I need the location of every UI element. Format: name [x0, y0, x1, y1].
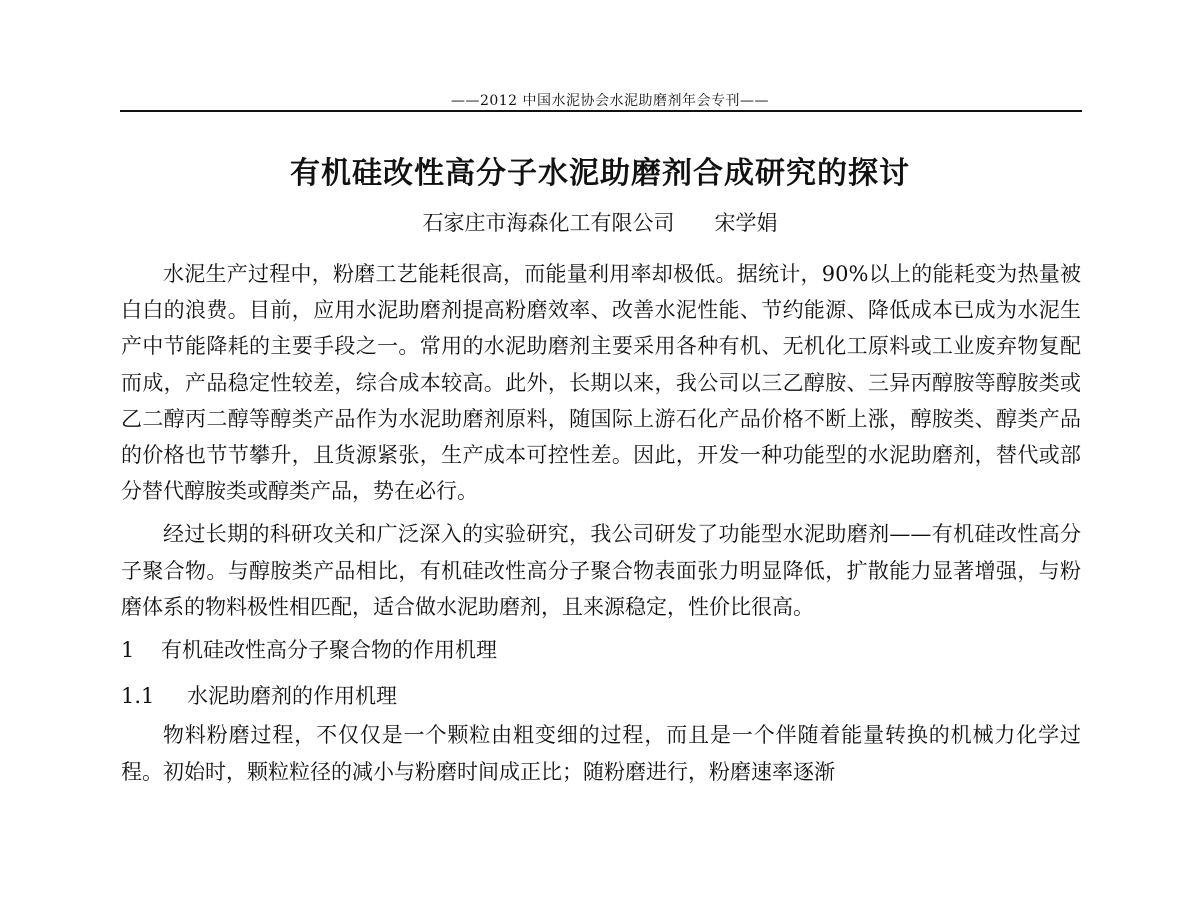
article-title: 有机硅改性高分子水泥助磨剂合成研究的探讨: [290, 156, 910, 191]
author: 宋学娟: [714, 211, 778, 235]
header-rule: [120, 110, 1082, 112]
byline: [120, 207, 1080, 237]
section-number: 1: [121, 638, 135, 663]
paragraph: 物料粉磨过程，不仅仅是一个颗粒由粗变细的过程，而且是一个伴随着能量转换的机械力化学过程。初始时，颗粒粒径的减小与粉磨时间成正比；随粉磨进行，粉磨速率逐渐: [121, 723, 1081, 784]
subsection-number: 1.1: [121, 684, 155, 709]
section-title: 有机硅改性高分子聚合物的作用机理: [161, 638, 497, 663]
section-heading: [121, 632, 1081, 668]
subsection-title: 水泥助磨剂的作用机理: [187, 684, 397, 709]
article-body: [121, 256, 1081, 790]
paragraph: 水泥生产过程中，粉磨工艺能耗很高，而能量利用率却极低。据统计，90%以上的能耗变为热量被白白的浪费。目前，应用水泥助磨剂提高粉磨效率、改善水泥性能、节约能源、降低成本已成为水泥生产中节能降耗的主要手段之一。常用的水泥助磨剂主要采用各种有机、无机化工原料或工业废弃物复配而成，产品稳定性较差，综合成本较高。此外，长期以来，我公司以三乙醇胺、三异丙醇胺等醇胺类或乙二醇丙二醇等醇类产品作为水泥助磨剂原料，随国际上游石化产品价格不断上涨，醇胺类、醇类产品的价格也节节攀升，且货源紧张，生产成本可控性差。因此，开发一种功能型的水泥助磨剂，替代或部分替代醇胺类或醇类产品，势在必行。: [121, 262, 1081, 504]
organization: 石家庄市海森化工有限公司: [422, 211, 675, 235]
paragraph: 经过长期的科研攻关和广泛深入的实验研究，我公司研发了功能型水泥助磨剂——有机硅改性高分子聚合物。与醇胺类产品相比，有机硅改性高分子聚合物表面张力明显降低，扩散能力显著增强，与粉磨体系的物料极性相匹配，适合做水泥助磨剂，且来源稳定，性价比很高。: [121, 522, 1081, 619]
subsection-heading: [121, 678, 1081, 714]
running-header: ——2012 中国水泥协会水泥助磨剂年会专刊——: [450, 93, 770, 109]
